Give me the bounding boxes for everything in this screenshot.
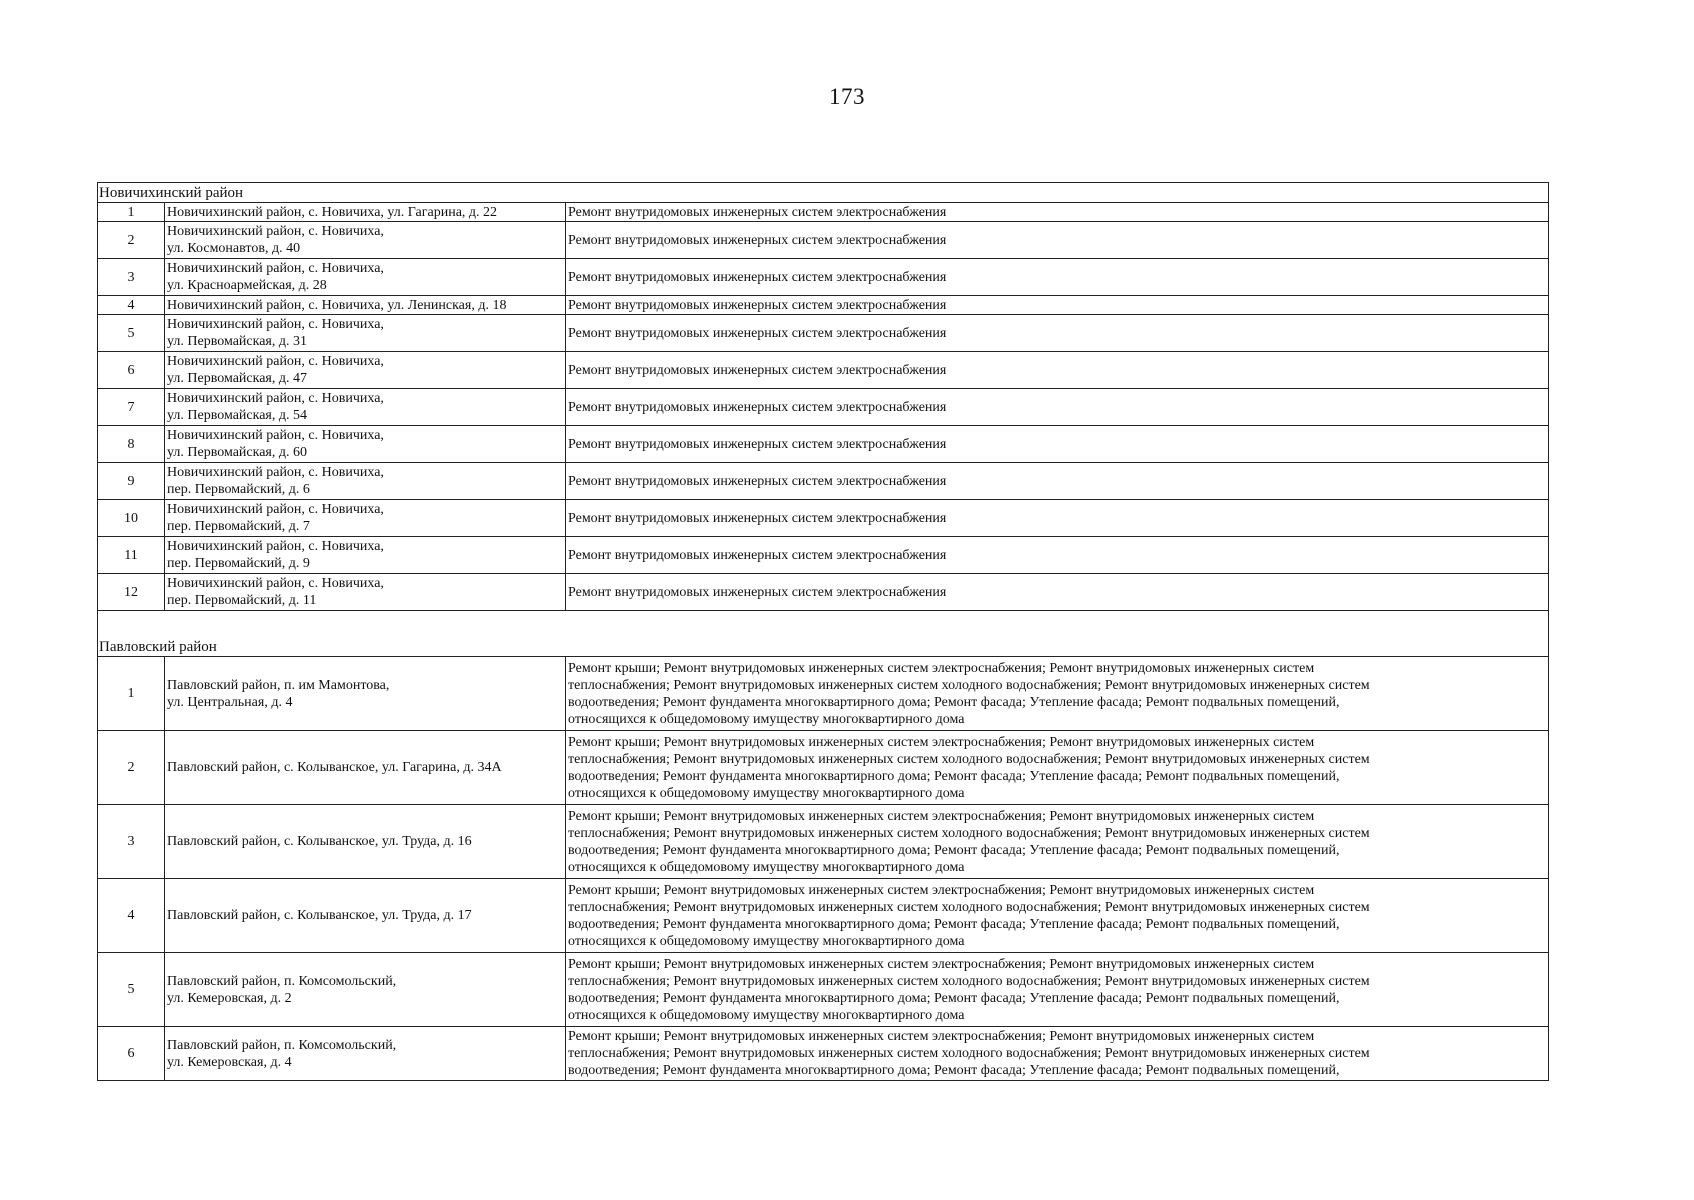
work-type-cell: [566, 657, 1549, 731]
work-type-line: водоотведения; Ремонт фундамента многоквартирного дома; Ремонт фасада; Утепление фасада; Ремонт подвальных помещений,: [568, 990, 1340, 1006]
work-type-line: теплоснабжения; Ремонт внутридомовых инженерных систем холодного водоснабжения; Ремонт внутридомовых инженерных систем: [568, 973, 1370, 989]
address-line: ул. Центральная, д. 4: [167, 694, 293, 710]
work-type-line: Ремонт внутридомовых инженерных систем электроснабжения: [568, 362, 947, 378]
row-number: 3: [98, 805, 165, 879]
address-cell: [165, 203, 566, 222]
work-type-cell: [566, 259, 1549, 296]
work-type-line: Ремонт внутридомовых инженерных систем электроснабжения: [568, 399, 947, 415]
work-type-line: Ремонт крыши; Ремонт внутридомовых инженерных систем электроснабжения; Ремонт внутридомовых инженерных систем: [568, 734, 1315, 750]
table-row: [98, 352, 1549, 389]
work-type-line: Ремонт внутридомовых инженерных систем электроснабжения: [568, 547, 947, 563]
work-type-line: Ремонт крыши; Ремонт внутридомовых инженерных систем электроснабжения; Ремонт внутридомовых инженерных систем: [568, 1029, 1315, 1044]
work-type-cell: [566, 953, 1549, 1027]
table-row: [98, 537, 1549, 574]
address-line: ул. Кемеровская, д. 2: [167, 990, 292, 1006]
address-cell: [165, 657, 566, 731]
row-number: 4: [98, 296, 165, 315]
work-type-cell: [566, 805, 1549, 879]
address-cell: [165, 574, 566, 611]
district-name: Павловский район: [98, 637, 1549, 657]
table-row: [98, 574, 1549, 611]
address-cell: [165, 731, 566, 805]
work-type-line: водоотведения; Ремонт фундамента многоквартирного дома; Ремонт фасада; Утепление фасада; Ремонт подвальных помещений,: [568, 694, 1340, 710]
row-number: 3: [98, 259, 165, 296]
work-type-cell: [566, 426, 1549, 463]
address-line: Павловский район, с. Колыванское, ул. Гагарина, д. 34А: [167, 760, 502, 775]
work-type-line: водоотведения; Ремонт фундамента многоквартирного дома; Ремонт фасада; Утепление фасада; Ремонт подвальных помещений,: [568, 842, 1340, 858]
table-row: [98, 426, 1549, 463]
row-number: 5: [98, 315, 165, 352]
work-type-line: теплоснабжения; Ремонт внутридомовых инженерных систем холодного водоснабжения; Ремонт внутридомовых инженерных систем: [568, 751, 1370, 767]
address-line: Новичихинский район, с. Новичиха,: [167, 391, 384, 406]
table-row: [98, 389, 1549, 426]
address-line: Новичихинский район, с. Новичиха,: [167, 224, 384, 239]
work-type-line: теплоснабжения; Ремонт внутридомовых инженерных систем холодного водоснабжения; Ремонт внутридомовых инженерных систем: [568, 1046, 1370, 1061]
row-number: 1: [98, 657, 165, 731]
work-type-line: теплоснабжения; Ремонт внутридомовых инженерных систем холодного водоснабжения; Ремонт внутридомовых инженерных систем: [568, 899, 1370, 915]
work-type-line: водоотведения; Ремонт фундамента многоквартирного дома; Ремонт фасада; Утепление фасада; Ремонт подвальных помещений,: [568, 768, 1340, 784]
work-type-cell: [566, 537, 1549, 574]
row-number: 2: [98, 222, 165, 259]
row-number: 8: [98, 426, 165, 463]
address-cell: [165, 222, 566, 259]
work-type-line: относящихся к общедомовому имуществу многоквартирного дома: [568, 1007, 965, 1023]
address-line: ул. Первомайская, д. 54: [167, 408, 307, 423]
row-number: 9: [98, 463, 165, 500]
address-line: пер. Первомайский, д. 6: [167, 482, 310, 497]
address-cell: [165, 426, 566, 463]
address-cell: [165, 879, 566, 953]
work-type-line: относящихся к общедомовому имуществу многоквартирного дома: [568, 785, 965, 801]
work-type-line: Ремонт внутридомовых инженерных систем электроснабжения: [568, 204, 947, 220]
table-row: [98, 805, 1549, 879]
address-line: Новичихинский район, с. Новичиха, ул. Ленинская, д. 18: [167, 297, 507, 313]
address-line: Новичихинский район, с. Новичиха,: [167, 354, 384, 369]
table-row: [98, 953, 1549, 1027]
address-line: Павловский район, п. им Мамонтова,: [167, 677, 390, 693]
work-type-cell: [566, 500, 1549, 537]
section-spacer: [98, 611, 1549, 638]
work-type-line: Ремонт крыши; Ремонт внутридомовых инженерных систем электроснабжения; Ремонт внутридомовых инженерных систем: [568, 882, 1315, 898]
work-type-line: теплоснабжения; Ремонт внутридомовых инженерных систем холодного водоснабжения; Ремонт внутридомовых инженерных систем: [568, 677, 1370, 693]
address-cell: [165, 352, 566, 389]
address-line: Павловский район, п. Комсомольский,: [167, 1037, 397, 1053]
address-cell: [165, 500, 566, 537]
work-type-line: Ремонт внутридомовых инженерных систем электроснабжения: [568, 297, 947, 313]
repair-table-body: [98, 183, 1549, 1081]
address-line: ул. Первомайская, д. 47: [167, 371, 307, 386]
address-line: пер. Первомайский, д. 9: [167, 556, 310, 571]
work-type-cell: [566, 352, 1549, 389]
address-cell: [165, 296, 566, 315]
row-number: 6: [98, 1027, 165, 1081]
row-number: 11: [98, 537, 165, 574]
district-header-row: [98, 183, 1549, 203]
work-type-cell: [566, 1027, 1549, 1081]
district-name: Новичихинский район: [98, 183, 1549, 203]
work-type-cell: [566, 296, 1549, 315]
work-type-line: Ремонт крыши; Ремонт внутридомовых инженерных систем электроснабжения; Ремонт внутридомовых инженерных систем: [568, 660, 1315, 676]
work-type-line: относящихся к общедомовому имуществу многоквартирного дома: [568, 933, 965, 949]
section-spacer-cell: [98, 611, 1549, 638]
address-line: Павловский район, с. Колыванское, ул. Труда, д. 17: [167, 908, 472, 923]
address-cell: [165, 259, 566, 296]
address-line: Новичихинский район, с. Новичиха,: [167, 539, 384, 554]
address-line: ул. Космонавтов, д. 40: [167, 241, 301, 256]
address-line: ул. Первомайская, д. 31: [167, 334, 307, 349]
table-row: [98, 500, 1549, 537]
work-type-line: теплоснабжения; Ремонт внутридомовых инженерных систем холодного водоснабжения; Ремонт внутридомовых инженерных систем: [568, 825, 1370, 841]
address-cell: [165, 805, 566, 879]
work-type-cell: [566, 879, 1549, 953]
work-type-line: Ремонт крыши; Ремонт внутридомовых инженерных систем электроснабжения; Ремонт внутридомовых инженерных систем: [568, 808, 1315, 824]
address-line: ул. Красноармейская, д. 28: [167, 278, 327, 293]
address-line: Новичихинский район, с. Новичиха,: [167, 465, 384, 480]
table-row: [98, 731, 1549, 805]
table-row: [98, 259, 1549, 296]
table-row: [98, 1027, 1549, 1081]
work-type-line: водоотведения; Ремонт фундамента многоквартирного дома; Ремонт фасада; Утепление фасада; Ремонт подвальных помещений,: [568, 916, 1340, 932]
table-row: [98, 879, 1549, 953]
table-row: [98, 222, 1549, 259]
row-number: 10: [98, 500, 165, 537]
row-number: 7: [98, 389, 165, 426]
row-number: 6: [98, 352, 165, 389]
row-number: 5: [98, 953, 165, 1027]
address-line: пер. Первомайский, д. 7: [167, 519, 310, 534]
row-number: 1: [98, 203, 165, 222]
work-type-line: водоотведения; Ремонт фундамента многоквартирного дома; Ремонт фасада; Утепление фасада; Ремонт подвальных помещений,: [568, 1063, 1340, 1078]
address-line: Новичихинский район, с. Новичиха,: [167, 428, 384, 443]
table-row: [98, 296, 1549, 315]
table-row: [98, 203, 1549, 222]
work-type-line: относящихся к общедомовому имуществу многоквартирного дома: [568, 711, 965, 727]
work-type-cell: [566, 463, 1549, 500]
work-type-line: Ремонт внутридомовых инженерных систем электроснабжения: [568, 232, 947, 248]
page-number: 173: [829, 84, 865, 109]
work-type-cell: [566, 389, 1549, 426]
work-type-line: Ремонт крыши; Ремонт внутридомовых инженерных систем электроснабжения; Ремонт внутридомовых инженерных систем: [568, 956, 1315, 972]
work-type-cell: [566, 203, 1549, 222]
address-cell: [165, 953, 566, 1027]
row-number: 2: [98, 731, 165, 805]
address-line: Новичихинский район, с. Новичиха,: [167, 261, 384, 276]
address-cell: [165, 463, 566, 500]
work-type-line: Ремонт внутридомовых инженерных систем электроснабжения: [568, 510, 947, 526]
work-type-line: Ремонт внутридомовых инженерных систем электроснабжения: [568, 269, 947, 285]
address-cell: [165, 389, 566, 426]
table-row: [98, 315, 1549, 352]
address-line: Новичихинский район, с. Новичиха,: [167, 502, 384, 517]
district-header-row: [98, 637, 1549, 657]
address-line: Павловский район, п. Комсомольский,: [167, 973, 397, 989]
address-line: пер. Первомайский, д. 11: [167, 593, 317, 608]
work-type-line: Ремонт внутридомовых инженерных систем электроснабжения: [568, 436, 947, 452]
address-cell: [165, 1027, 566, 1081]
work-type-line: Ремонт внутридомовых инженерных систем электроснабжения: [568, 325, 947, 341]
address-line: ул. Кемеровская, д. 4: [167, 1054, 292, 1070]
row-number: 12: [98, 574, 165, 611]
work-type-cell: [566, 222, 1549, 259]
work-type-cell: [566, 731, 1549, 805]
address-line: Новичихинский район, с. Новичиха, ул. Гагарина, д. 22: [167, 204, 498, 220]
work-type-line: Ремонт внутридомовых инженерных систем электроснабжения: [568, 584, 947, 600]
address-cell: [165, 537, 566, 574]
address-line: Павловский район, с. Колыванское, ул. Труда, д. 16: [167, 834, 472, 849]
address-cell: [165, 315, 566, 352]
row-number: 4: [98, 879, 165, 953]
address-line: ул. Первомайская, д. 60: [167, 445, 307, 460]
address-line: Новичихинский район, с. Новичиха,: [167, 576, 384, 591]
work-type-line: Ремонт внутридомовых инженерных систем электроснабжения: [568, 473, 947, 489]
work-type-line: относящихся к общедомовому имуществу многоквартирного дома: [568, 859, 965, 875]
work-type-cell: [566, 574, 1549, 611]
table-row: [98, 463, 1549, 500]
table-row: [98, 657, 1549, 731]
work-type-cell: [566, 315, 1549, 352]
repair-table: [97, 182, 1549, 1081]
address-line: Новичихинский район, с. Новичиха,: [167, 317, 384, 332]
